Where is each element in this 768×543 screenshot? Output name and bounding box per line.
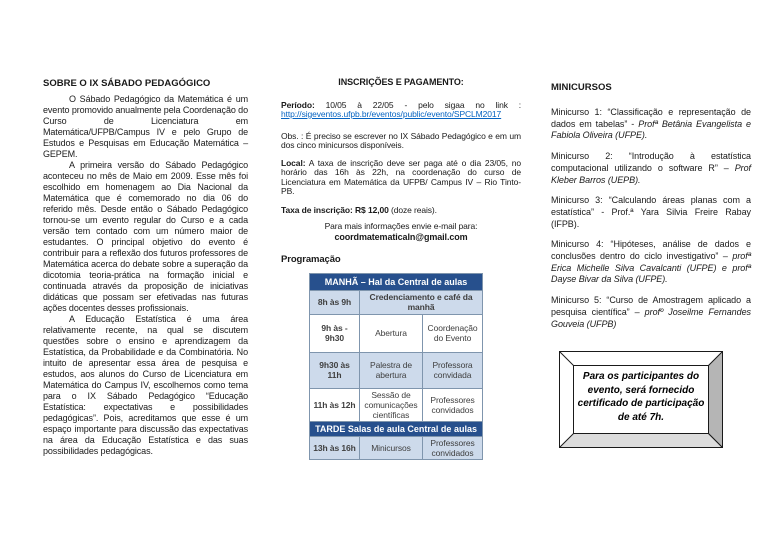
table-row <box>310 388 483 421</box>
location-label: Local: <box>281 157 306 168</box>
certificate-box <box>559 351 723 448</box>
schedule-morning-header: MANHÃ – Hal da Central de aulas <box>310 273 483 290</box>
registration-title: INSCRIÇÕES E PAGAMENTO: <box>338 77 464 87</box>
about-paragraph-2: A primeira versão do Sábado Pedagógico aconteceu no mês de Maio em 2009. Esse mês foi escolhido em homenagem ao Dia Nacional da Matemática que é comemorado no dia 06 do referido mês. Desde então o Sábado Pedagógico tornou-se um evento regular do Curso e a cada versão tem contado com um número maior de estudantes. O principal objetivo do evento é contribuir para a reflexão dos futuros professores de Matemática acerca do debate sobre a superação da dicotomia teoria-prática na formação inicial e continuada através da proposição de iniciativas didáticas que possam ser efetivadas nas futuras ações docentes desses profissionais. <box>43 160 248 313</box>
table-row <box>310 314 483 352</box>
schedule-presenter: Professores convidados <box>423 388 483 421</box>
table-row <box>310 436 483 459</box>
payment-location-line <box>281 159 521 197</box>
minicourse-1-text: Minicurso 1: “Classificação e representação de dados em tabelas” - <box>551 107 751 129</box>
schedule-table <box>309 273 483 460</box>
minicourse-1-presenters: Profª Betânia Evangelista e Fabiola Oliveira (UFPE). <box>551 118 751 141</box>
minicourse-2-text: Minicurso 2: “Introdução à estatística computacional utilizando o software R” – <box>551 151 751 173</box>
fee-label: Taxa de inscrição: <box>281 204 353 215</box>
schedule-title: Programação <box>281 254 341 265</box>
table-row <box>310 290 483 314</box>
minicourses-section <box>551 82 751 339</box>
schedule-activity: Minicursos <box>360 436 423 459</box>
about-paragraph-1: O Sábado Pedagógico da Matemática é um evento promovido anualmente pela Coordenação do Curso de Licenciatura em Matemática/UFPB/Campus IV e pelo Grupo de Estudos e Pesquisas em Educação Matemática – GEPEM. <box>43 94 248 159</box>
table-row <box>310 352 483 388</box>
minicourse-4-text: Minicurso 4: “Hipóteses, análise de dados e conclusões dentro do ciclo investigativo” – <box>551 239 751 262</box>
about-section <box>43 78 248 457</box>
period-label: Período: <box>281 99 315 110</box>
schedule-time: 9h às - 9h30 <box>310 314 360 352</box>
registration-link[interactable]: http://sigeventos.ufpb.br/eventos/public/evento/SPCLM2017 <box>281 109 502 119</box>
schedule-presenter: Professora convidada <box>423 352 483 388</box>
registration-note: Obs. : É preciso se escrever no IX Sábado Pedagógico e em um dos cinco minicursos disponíveis. <box>281 130 521 150</box>
about-paragraph-3: A Educação Estatística é uma área relativamente recente, na qual se discutem questões sobre o ensino e aprendizagem da Estatística, da Probabilidade e da Combinatória. No intuito de apresentar essa área de pesquisa e estudos, aos alunos do Curso de Licenciatura em Matemática do Campus IV, escolhemos como tema para o IX Sábado Pedagógico “Educação Estatística: expectativas e possibilidades pedagógicas”. Pois, acreditamos que esse é um espaço importante para discussão das expectativas na área da Educação Estatística e das suas possibilidades pedagógicas. <box>43 314 248 456</box>
schedule-activity: Credenciamento e café da manhã <box>360 290 483 314</box>
minicourse-2 <box>551 151 751 186</box>
minicourse-3-text: Minicurso 3: “Calculando áreas planas com a estatística” - Prof.ª Yara Silvia Freire Rabay (IFPB). <box>551 195 751 229</box>
schedule-time: 11h às 12h <box>310 388 360 421</box>
schedule-activity: Abertura <box>360 314 423 352</box>
minicourses-title: MINICURSOS <box>551 82 612 93</box>
period-text: 10/05 à 22/05 - pelo sigaa no link : <box>325 99 522 110</box>
minicourse-5 <box>551 295 751 330</box>
schedule-presenter: Coordenação do Evento <box>423 314 483 352</box>
schedule-time: 8h às 9h <box>310 290 360 314</box>
minicourse-4 <box>551 239 751 286</box>
fee-value: R$ 12,00 <box>355 204 389 215</box>
minicourse-3 <box>551 195 751 230</box>
schedule-time: 9h30 às 11h <box>310 352 360 388</box>
schedule-time: 13h às 16h <box>310 436 360 459</box>
minicourse-1 <box>551 107 751 142</box>
contact-email: coordmatematicaln@gmail.com <box>334 231 468 242</box>
schedule-activity: Palestra de abertura <box>360 352 423 388</box>
certificate-note: Para os participantes do evento, será fornecido certificado de participação de até 7h. <box>577 371 705 423</box>
minicourse-2-presenters: Prof Kleber Barros (UEPB). <box>551 162 751 185</box>
minicourse-5-text: Minicurso 5: “Curso de Amostragem aplicado a pesquisa científica” – <box>551 295 751 317</box>
minicourse-5-presenters: profº Joseilme Fernandes Gouveia (UFPB) <box>551 306 751 329</box>
contact-info-line: Para mais informações envie e-mail para: <box>324 221 478 231</box>
fee-line <box>281 206 521 216</box>
schedule-presenter: Professores convidados <box>423 436 483 459</box>
schedule-afternoon-header: TARDE Salas de aula Central de aulas <box>310 421 483 436</box>
minicourse-4-presenters: profª Erica Michelle Silva Cavalcanti (UFPE) e profª Dayse Bivar da Silva (UFPE). <box>551 251 751 285</box>
location-text: A taxa de inscrição deve ser paga até o dia 23/05, no horário das 16h às 22h, na coordenação do curso de Licenciatura em Matemática da UFPB/ Campus IV – Rio Tinto-PB. <box>281 157 522 196</box>
schedule-afternoon-header-row <box>310 421 483 436</box>
schedule-morning-header-row <box>310 273 483 290</box>
schedule-activity: Sessão de comunicações científicas <box>360 388 423 421</box>
registration-section <box>281 78 521 460</box>
about-title: SOBRE O IX SÁBADO PEDAGÓGICO <box>43 78 211 89</box>
fee-suffix: (doze reais). <box>390 204 437 215</box>
